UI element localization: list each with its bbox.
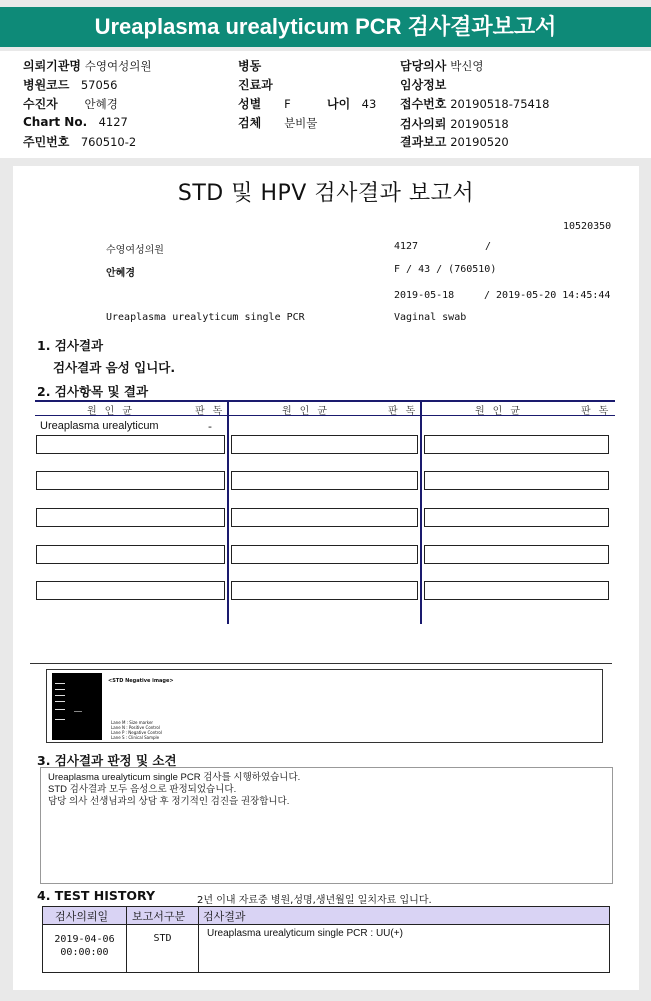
empty-cell [424,508,609,527]
gel-image-panel [46,669,603,743]
date-received: 2019-05-18 [394,290,455,301]
field-specimen: 검체 분비물 [238,116,318,130]
empty-cell [36,508,225,527]
empty-cell [231,581,418,600]
section1-heading: 1. 검사결과 [37,338,104,353]
field-department: 진료과 [238,78,273,92]
section3-heading: 3. 검사결과 판정 및 소견 [37,753,177,768]
divider [30,663,612,664]
pathogen-result: - [208,420,212,433]
chart-number: 4127 [394,241,419,252]
table-row [43,925,610,973]
empty-cell [231,508,418,527]
field-hospital-code: 병원코드 57056 [23,78,118,92]
empty-cell [424,545,609,564]
hospital-name: 수영여성의원 [106,245,164,256]
gel-legend-4: Lane S : Clinical Sample [111,735,160,740]
field-resident-no: 주민번호 760510-2 [23,135,137,149]
specimen-type: Vaginal swab [394,312,467,323]
col-header-pathogen: 원인균 [87,406,140,417]
date-reported: / 2019-05-20 14:45:44 [484,290,611,301]
empty-cell [231,545,418,564]
empty-cell [36,471,225,490]
section4-heading: 4. TEST HISTORY [37,888,156,903]
empty-cell [231,471,418,490]
field-request-date: 검사의뢰 20190518 [400,117,509,131]
comment-line: 담당 의사 선생님과의 상담 후 정기적인 검진을 권장합니다. [48,796,290,807]
field-doctor: 담당의사 박신영 [400,59,484,73]
col-header-result: 판독 [195,406,231,417]
col-header-pathogen-2: 원인균 [282,406,335,417]
empty-cell [36,545,225,564]
pathogen-name: Ureaplasma urealyticum [40,420,159,432]
field-sex: 성별 F [238,97,291,111]
field-report-date: 결과보고 20190520 [400,135,509,149]
history-time: 00:00:00 [60,947,109,958]
col-header-pathogen-3: 원인균 [475,406,528,417]
report-title: STD 및 HPV 검사결과 보고서 [177,181,475,206]
empty-cell [36,435,225,454]
field-patient-name: 수진자 안혜경 [23,97,118,111]
field-requesting-org: 의뢰기관명 수영여성의원 [23,59,152,73]
col-header-result-2: 판독 [388,406,424,417]
comment-line: STD 검사결과 모두 음성으로 판정되었습니다. [48,784,237,795]
history-note: 2년 이내 자료중 병원,성명,생년월일 일치자료 입니다. [197,895,432,906]
report-page [13,166,639,990]
gel-legend-2: Lane N : Positive Control [111,725,160,730]
patient-info-panel [0,51,651,158]
section2-heading: 2. 검사항목 및 결과 [37,384,149,399]
gel-legend-1: Lane M : Size marker [111,720,154,725]
result-summary: 검사결과 음성 입니다. [53,360,176,375]
history-col-result: 검사결과 [199,907,610,925]
test-name: Ureaplasma urealyticum single PCR [106,312,305,323]
history-col-date: 검사의뢰일 [43,907,127,925]
empty-cell [424,581,609,600]
history-table [42,906,610,973]
separator-slash: / [485,241,492,252]
field-ward: 병동 [238,59,262,73]
field-accession-no: 접수번호 20190518-75418 [400,97,550,111]
empty-cell [231,435,418,454]
report-banner-title: Ureaplasma urealyticum PCR 검사결과보고서 [0,7,651,47]
gel-caption: <STD Negative image> [108,678,174,684]
gel-legend-3: Lane P : Negative Control [111,730,162,735]
col-header-result-3: 판독 [581,406,617,417]
history-date: 2019-04-06 [54,934,115,945]
empty-cell [36,581,225,600]
field-clinical-info: 임상정보 [400,78,447,92]
sex-age-birth: F / 43 / (760510) [394,264,497,275]
report-number: 10520350 [563,221,612,232]
field-chart-no: Chart No. 4127 [23,115,128,129]
history-type: STD [127,925,199,973]
gel-electrophoresis-image [52,673,102,740]
comment-box [40,767,613,884]
patient-name: 안혜경 [106,268,135,279]
history-result: Ureaplasma urealyticum single PCR : UU(+) [199,925,610,973]
empty-cell [424,471,609,490]
empty-cell [424,435,609,454]
field-age: 나이 43 [327,97,377,111]
history-col-type: 보고서구분 [127,907,199,925]
comment-line: Ureaplasma urealyticum single PCR 검사를 시행하였습니다. [48,772,301,783]
